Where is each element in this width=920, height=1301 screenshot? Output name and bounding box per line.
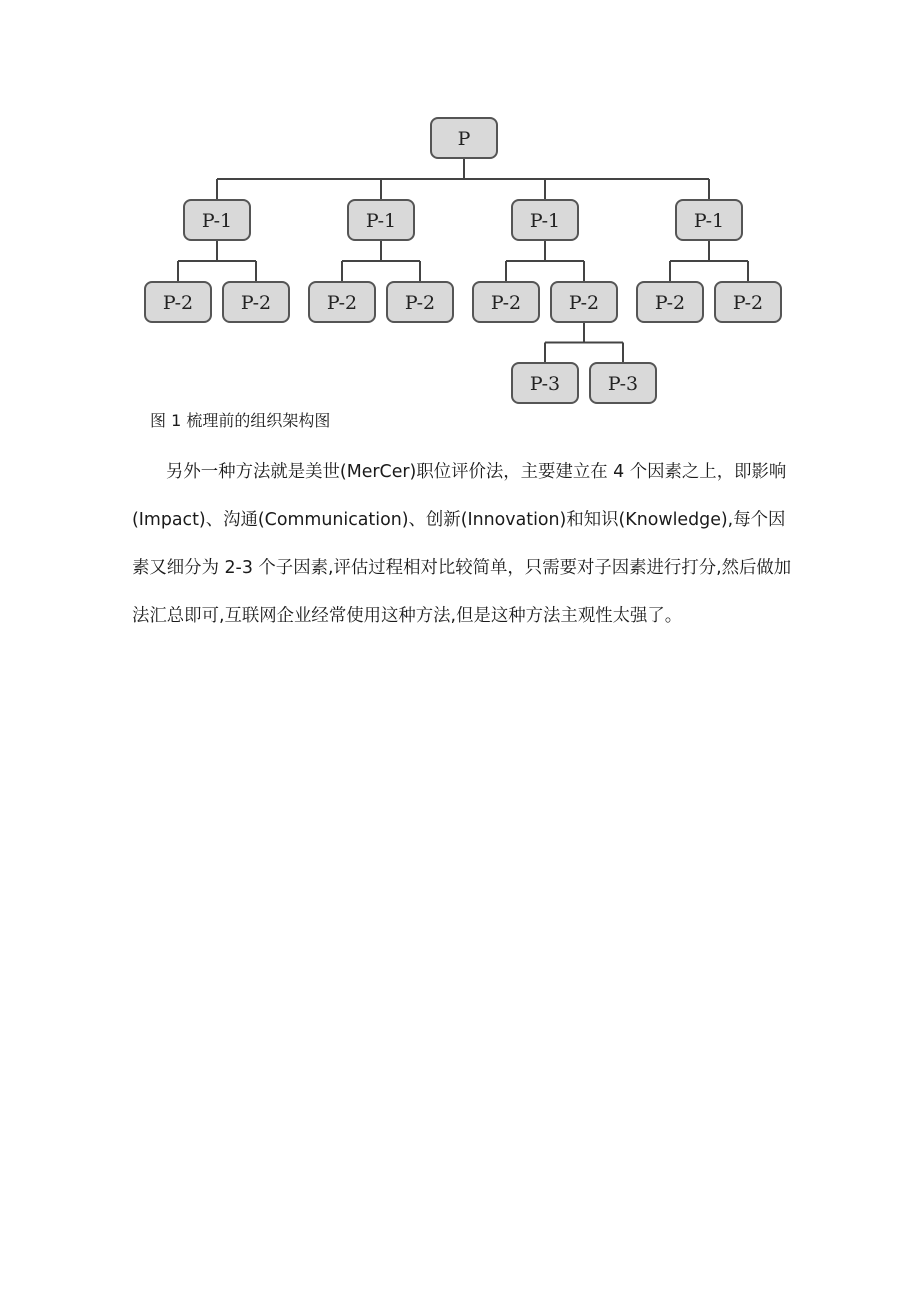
node-label: P-2 — [732, 292, 764, 314]
node-level1-3 — [512, 200, 578, 240]
node-label: P-2 — [404, 292, 436, 314]
node-level2-2-1 — [309, 282, 375, 322]
node-label: P-2 — [326, 292, 358, 314]
node-label: P-2 — [162, 292, 194, 314]
node-level2-2-2 — [387, 282, 453, 322]
node-label: P — [457, 128, 471, 150]
node-level3-2 — [590, 363, 656, 403]
node-level2-1-1 — [145, 282, 211, 322]
node-label: P-1 — [365, 210, 397, 232]
node-level1-1 — [184, 200, 250, 240]
node-label: P-2 — [240, 292, 272, 314]
node-level1-4 — [676, 200, 742, 240]
node-label: P-1 — [201, 210, 233, 232]
node-level2-1-2 — [223, 282, 289, 322]
node-label: P-3 — [607, 373, 639, 395]
node-level2-3-1 — [473, 282, 539, 322]
body-paragraph: 另外一种方法就是美世(MerCer)职位评价法，主要建立在 4 个因素之上，即影响(Impact)、沟通(Communication)、创新(Innovation)和知识(Knowledge),每个因素又细分为 2-3 个子因素,评估过程相对比较简单，只需要对子因素进行打分,然后做加法汇总即可,互联网企业经常使用这种方法,但是这种方法主观性太强了。 — [132, 462, 792, 626]
node-root — [431, 118, 497, 158]
figure-caption: 图 1 梳理前的组织架构图 — [150, 411, 331, 430]
node-level1-2 — [348, 200, 414, 240]
node-label: P-1 — [693, 210, 725, 232]
node-level2-4-2 — [715, 282, 781, 322]
node-label: P-1 — [529, 210, 561, 232]
node-label: P-2 — [490, 292, 522, 314]
node-level2-3-2 — [551, 282, 617, 322]
node-label: P-2 — [568, 292, 600, 314]
node-level2-4-1 — [637, 282, 703, 322]
node-label: P-2 — [654, 292, 686, 314]
org-chart — [0, 0, 920, 410]
node-level3-1 — [512, 363, 578, 403]
node-label: P-3 — [529, 373, 561, 395]
